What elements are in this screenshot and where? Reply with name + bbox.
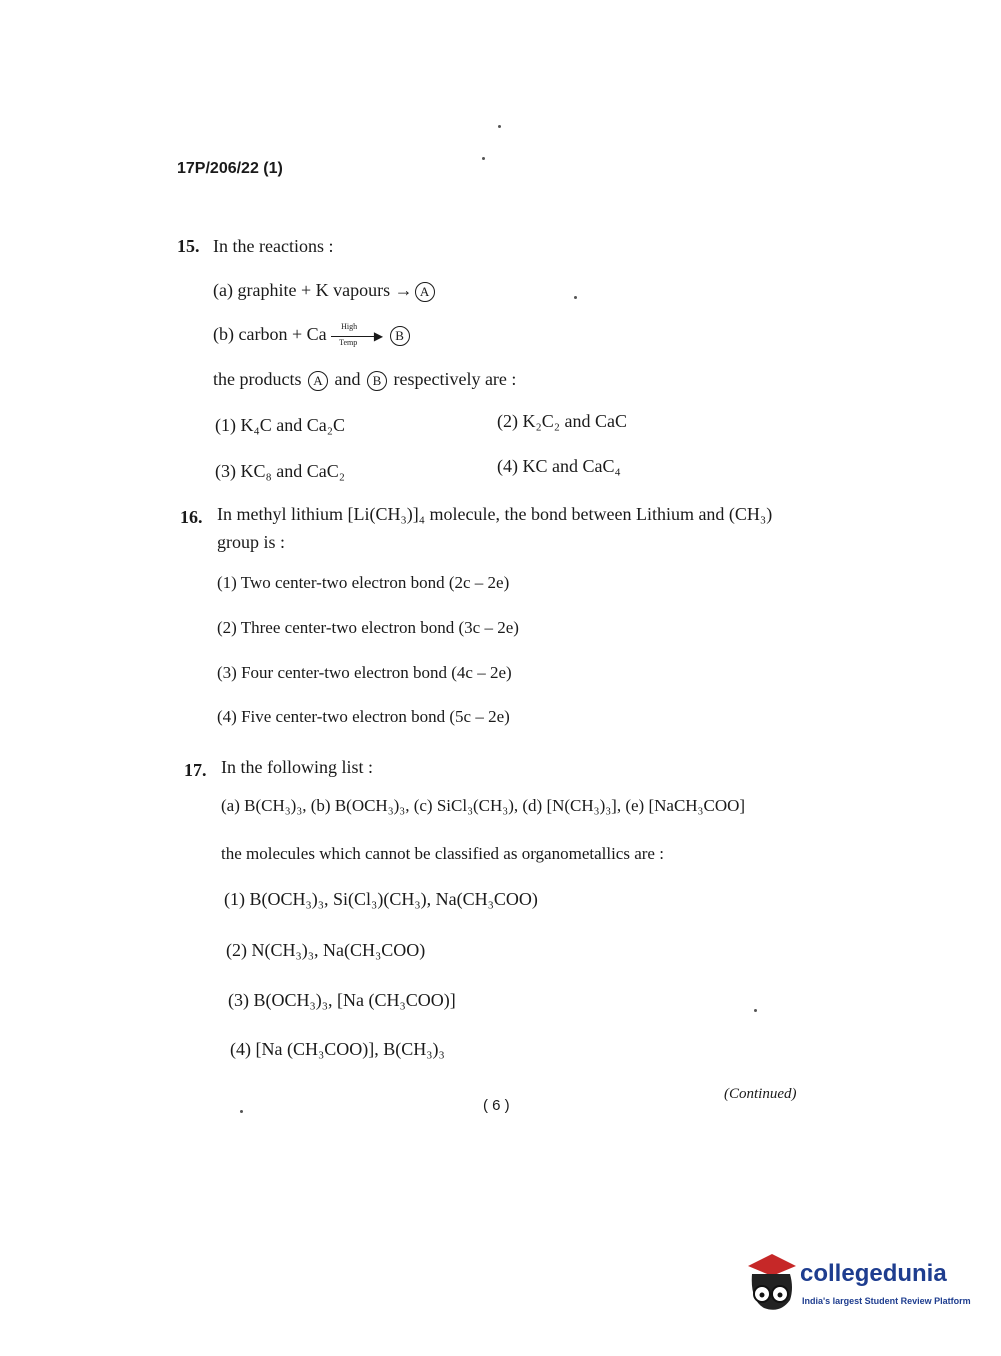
q17-option-2: (2) N(CH₃)₃, Na(CH₃COO) (226, 940, 426, 960)
q15-ask (213, 369, 516, 391)
continued-label: (Continued) (724, 1086, 797, 1102)
collegedunia-logo (742, 1250, 972, 1320)
q15-reaction-b-text: (b) carbon + Ca (213, 324, 327, 344)
q15-option-4: (4) KC and CaC₄ (497, 456, 621, 476)
q17-list: (a) B(CH₃)₃, (b) B(OCH₃)₃, (c) SiCl₃(CH₃), (d) [N(CH₃)₃], (e) [NaCH₃COO] (221, 796, 746, 815)
mascot-icon (742, 1250, 800, 1316)
q17-option-1: (1) B(OCH₃)₃, Si(Cl₃)(CH₃), Na(CH₃COO) (224, 889, 538, 909)
q15-ask-and: and (334, 369, 361, 389)
q17-option-4: (4) [Na (CH₃COO)], B(CH₃)₃ (230, 1039, 445, 1059)
q16-option-4: (4) Five center-two electron bond (5c – 2e) (217, 707, 510, 726)
arrow-condition-top: High (341, 321, 358, 331)
q15-stem: In the reactions : (213, 236, 334, 256)
q17-option-3: (3) B(OCH₃)₃, [Na (CH₃COO)] (228, 990, 456, 1010)
product-a-ref: A (308, 371, 328, 391)
q17-number: 17. (184, 760, 207, 780)
logo-tagline: India's largest Student Review Platform (802, 1296, 971, 1306)
q15-option-1: (1) K₄C and Ca₂C (215, 415, 346, 435)
page-number: ( 6 ) (483, 1097, 510, 1114)
q15-reaction-a-text: (a) graphite + K vapours (213, 280, 391, 300)
q15-ask-pre: the products (213, 369, 302, 389)
product-b-ref: B (367, 371, 387, 391)
q15-option-3: (3) KC₈ and CaC₂ (215, 461, 346, 481)
reaction-arrow-icon: High ▶ Temp (331, 326, 383, 346)
q16-stem-line1: In methyl lithium [Li(CH₃)]₄ molecule, the bond between Lithium and (CH₃) (217, 504, 773, 524)
q15-reaction-a (213, 280, 437, 302)
q16-stem-line2: group is : (217, 532, 286, 552)
q16-option-2: (2) Three center-two electron bond (3c – 2e) (217, 618, 519, 637)
product-a-marker: A (415, 282, 435, 302)
arrow-icon: → (394, 280, 413, 300)
q16-number: 16. (180, 507, 203, 527)
q15-reaction-b (213, 321, 412, 347)
arrow-condition-bottom: Temp (339, 337, 358, 347)
product-b-marker: B (390, 326, 410, 346)
q17-ask: the molecules which cannot be classified as organometallics are : (221, 844, 664, 863)
q15-number: 15. (177, 236, 200, 256)
q16-option-3: (3) Four center-two electron bond (4c – 2e) (217, 663, 512, 682)
q15-ask-post: respectively are : (393, 369, 517, 389)
paper-code: 17P/206/22 (1) (177, 160, 283, 177)
q16-option-1: (1) Two center-two electron bond (2c – 2e) (217, 573, 510, 592)
logo-wordmark: collegedunia (800, 1260, 947, 1287)
q15-option-2: (2) K₂C₂ and CaC (497, 411, 628, 431)
q17-stem: In the following list : (221, 757, 373, 777)
